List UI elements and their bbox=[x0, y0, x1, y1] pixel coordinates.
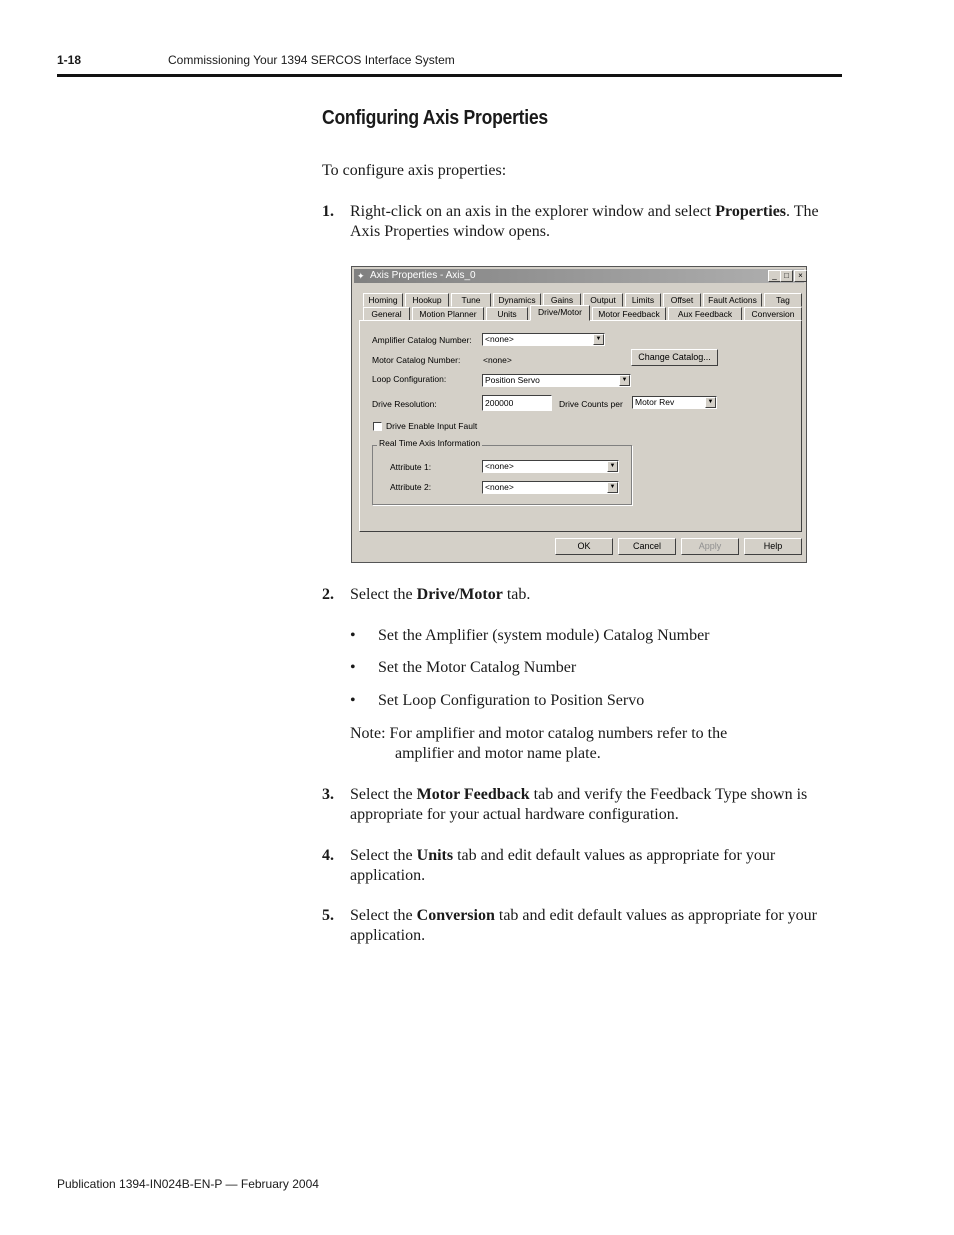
bullet-item bbox=[350, 626, 710, 646]
attribute-2-value: <none> bbox=[485, 482, 514, 492]
step-text: tab and verify the Feedback Type shown is appropriate for your actual hardware configuration. bbox=[350, 786, 808, 823]
running-title: Commissioning Your 1394 SERCOS Interface System bbox=[168, 53, 455, 67]
real-time-axis-group bbox=[372, 445, 632, 505]
step-text: Select the bbox=[350, 786, 417, 803]
chevron-down-icon[interactable]: ▼ bbox=[607, 461, 618, 472]
attribute-1-select[interactable] bbox=[482, 460, 619, 473]
note-text: amplifier and motor name plate. bbox=[395, 745, 601, 762]
step-number: 1. bbox=[322, 203, 334, 220]
section-title: Configuring Axis Properties bbox=[322, 107, 548, 129]
tab-hookup[interactable]: Hookup bbox=[405, 293, 449, 307]
header-rule bbox=[57, 74, 842, 77]
drive-resolution-label: Drive Resolution: bbox=[372, 399, 437, 409]
step-number: 3. bbox=[322, 786, 334, 803]
motor-value: <none> bbox=[483, 355, 512, 365]
drive-enable-checkbox[interactable] bbox=[373, 422, 382, 431]
footer-publication: Publication 1394-IN024B-EN-P — February 2004 bbox=[57, 1177, 319, 1191]
apply-button[interactable]: Apply bbox=[681, 538, 739, 555]
step-text: . The Axis Properties window opens. bbox=[350, 203, 819, 240]
amplifier-catalog-select[interactable] bbox=[482, 333, 605, 346]
drive-enable-label: Drive Enable Input Fault bbox=[386, 421, 478, 431]
tab-gains[interactable]: Gains bbox=[543, 293, 581, 307]
step-text: tab and edit default values as appropriate for your application. bbox=[350, 847, 776, 884]
chevron-down-icon[interactable]: ▼ bbox=[619, 375, 630, 386]
intro-text: To configure axis properties: bbox=[322, 162, 507, 179]
amplifier-value: <none> bbox=[485, 334, 514, 344]
tab-units[interactable]: Units bbox=[486, 307, 528, 321]
step-4 bbox=[322, 846, 842, 886]
axis-properties-dialog bbox=[351, 266, 807, 563]
tab-tune[interactable]: Tune bbox=[451, 293, 491, 307]
tab-homing[interactable]: Homing bbox=[363, 293, 403, 307]
step-text: tab. bbox=[502, 586, 531, 603]
cancel-button[interactable]: Cancel bbox=[618, 538, 676, 555]
tab-fault-actions[interactable]: Fault Actions bbox=[703, 293, 762, 307]
step-number: 4. bbox=[322, 847, 334, 864]
dialog-titlebar bbox=[354, 269, 804, 283]
minimize-button[interactable]: _ bbox=[768, 270, 781, 282]
attribute-2-select[interactable] bbox=[482, 481, 619, 494]
drive-counts-select[interactable] bbox=[632, 396, 717, 409]
tab-motor-feedback[interactable]: Motor Feedback bbox=[592, 307, 666, 321]
drive-counts-label: Drive Counts per bbox=[559, 399, 623, 409]
attribute-2-label: Attribute 2: bbox=[390, 482, 432, 492]
step-5 bbox=[322, 906, 842, 946]
maximize-button[interactable]: □ bbox=[780, 270, 793, 282]
step-1 bbox=[322, 202, 842, 242]
step-bold: Motor Feedback bbox=[416, 786, 530, 803]
group-label: Real Time Axis Information bbox=[379, 438, 481, 448]
drive-counts-value: Motor Rev bbox=[635, 397, 675, 407]
bullet-text: Set the Amplifier (system module) Catalog Number bbox=[378, 627, 710, 644]
dialog-title: Axis Properties - Axis_0 bbox=[370, 270, 476, 281]
attribute-1-label: Attribute 1: bbox=[390, 462, 432, 472]
chevron-down-icon[interactable]: ▼ bbox=[607, 482, 618, 493]
bullet-item bbox=[350, 691, 644, 711]
bullet-item bbox=[350, 658, 576, 678]
tab-limits[interactable]: Limits bbox=[625, 293, 661, 307]
app-icon: ✦ bbox=[357, 271, 365, 281]
tab-conversion[interactable]: Conversion bbox=[744, 307, 802, 321]
drive-resolution-input[interactable]: 200000 bbox=[482, 395, 552, 411]
tab-panel bbox=[359, 320, 802, 532]
step-2 bbox=[322, 585, 842, 605]
tab-output[interactable]: Output bbox=[583, 293, 623, 307]
attribute-1-value: <none> bbox=[485, 461, 514, 471]
tab-general[interactable]: General bbox=[363, 307, 410, 321]
loop-config-value: Position Servo bbox=[485, 375, 540, 385]
step-bold: Units bbox=[416, 847, 454, 864]
bullet-icon: • bbox=[350, 692, 356, 709]
tab-tag[interactable]: Tag bbox=[764, 293, 802, 307]
help-button[interactable]: Help bbox=[744, 538, 802, 555]
page-number: 1-18 bbox=[57, 53, 82, 67]
step-bold: Conversion bbox=[416, 907, 495, 924]
tab-dynamics[interactable]: Dynamics bbox=[493, 293, 541, 307]
step-text: Right-click on an axis in the explorer window and select bbox=[350, 203, 716, 220]
note bbox=[350, 724, 820, 764]
step-number: 2. bbox=[322, 586, 334, 603]
tab-drive-motor[interactable]: Drive/Motor bbox=[530, 305, 590, 321]
loop-config-select[interactable] bbox=[482, 374, 631, 387]
loop-config-label: Loop Configuration: bbox=[372, 374, 447, 384]
bullet-text: Set Loop Configuration to Position Servo bbox=[378, 692, 645, 709]
bullet-icon: • bbox=[350, 627, 356, 644]
step-text: Select the bbox=[350, 586, 417, 603]
tab-offset[interactable]: Offset bbox=[663, 293, 701, 307]
close-button[interactable]: × bbox=[794, 270, 807, 282]
step-text: tab and edit default values as appropriate for your application. bbox=[350, 907, 817, 944]
chevron-down-icon[interactable]: ▼ bbox=[705, 397, 716, 408]
change-catalog-button[interactable]: Change Catalog... bbox=[631, 349, 718, 366]
chevron-down-icon[interactable]: ▼ bbox=[593, 334, 604, 345]
note-text: Note: For amplifier and motor catalog numbers refer to the bbox=[350, 725, 728, 742]
motor-label: Motor Catalog Number: bbox=[372, 355, 461, 365]
amplifier-label: Amplifier Catalog Number: bbox=[372, 335, 472, 345]
bullet-icon: • bbox=[350, 659, 356, 676]
tab-aux-feedback[interactable]: Aux Feedback bbox=[668, 307, 742, 321]
ok-button[interactable]: OK bbox=[555, 538, 613, 555]
step-bold: Drive/Motor bbox=[416, 586, 503, 603]
step-3 bbox=[322, 785, 842, 825]
tab-motion-planner[interactable]: Motion Planner bbox=[412, 307, 484, 321]
step-text: Select the bbox=[350, 847, 417, 864]
step-number: 5. bbox=[322, 907, 334, 924]
step-text: Select the bbox=[350, 907, 417, 924]
step-bold: Properties bbox=[715, 203, 787, 220]
bullet-text: Set the Motor Catalog Number bbox=[378, 659, 577, 676]
